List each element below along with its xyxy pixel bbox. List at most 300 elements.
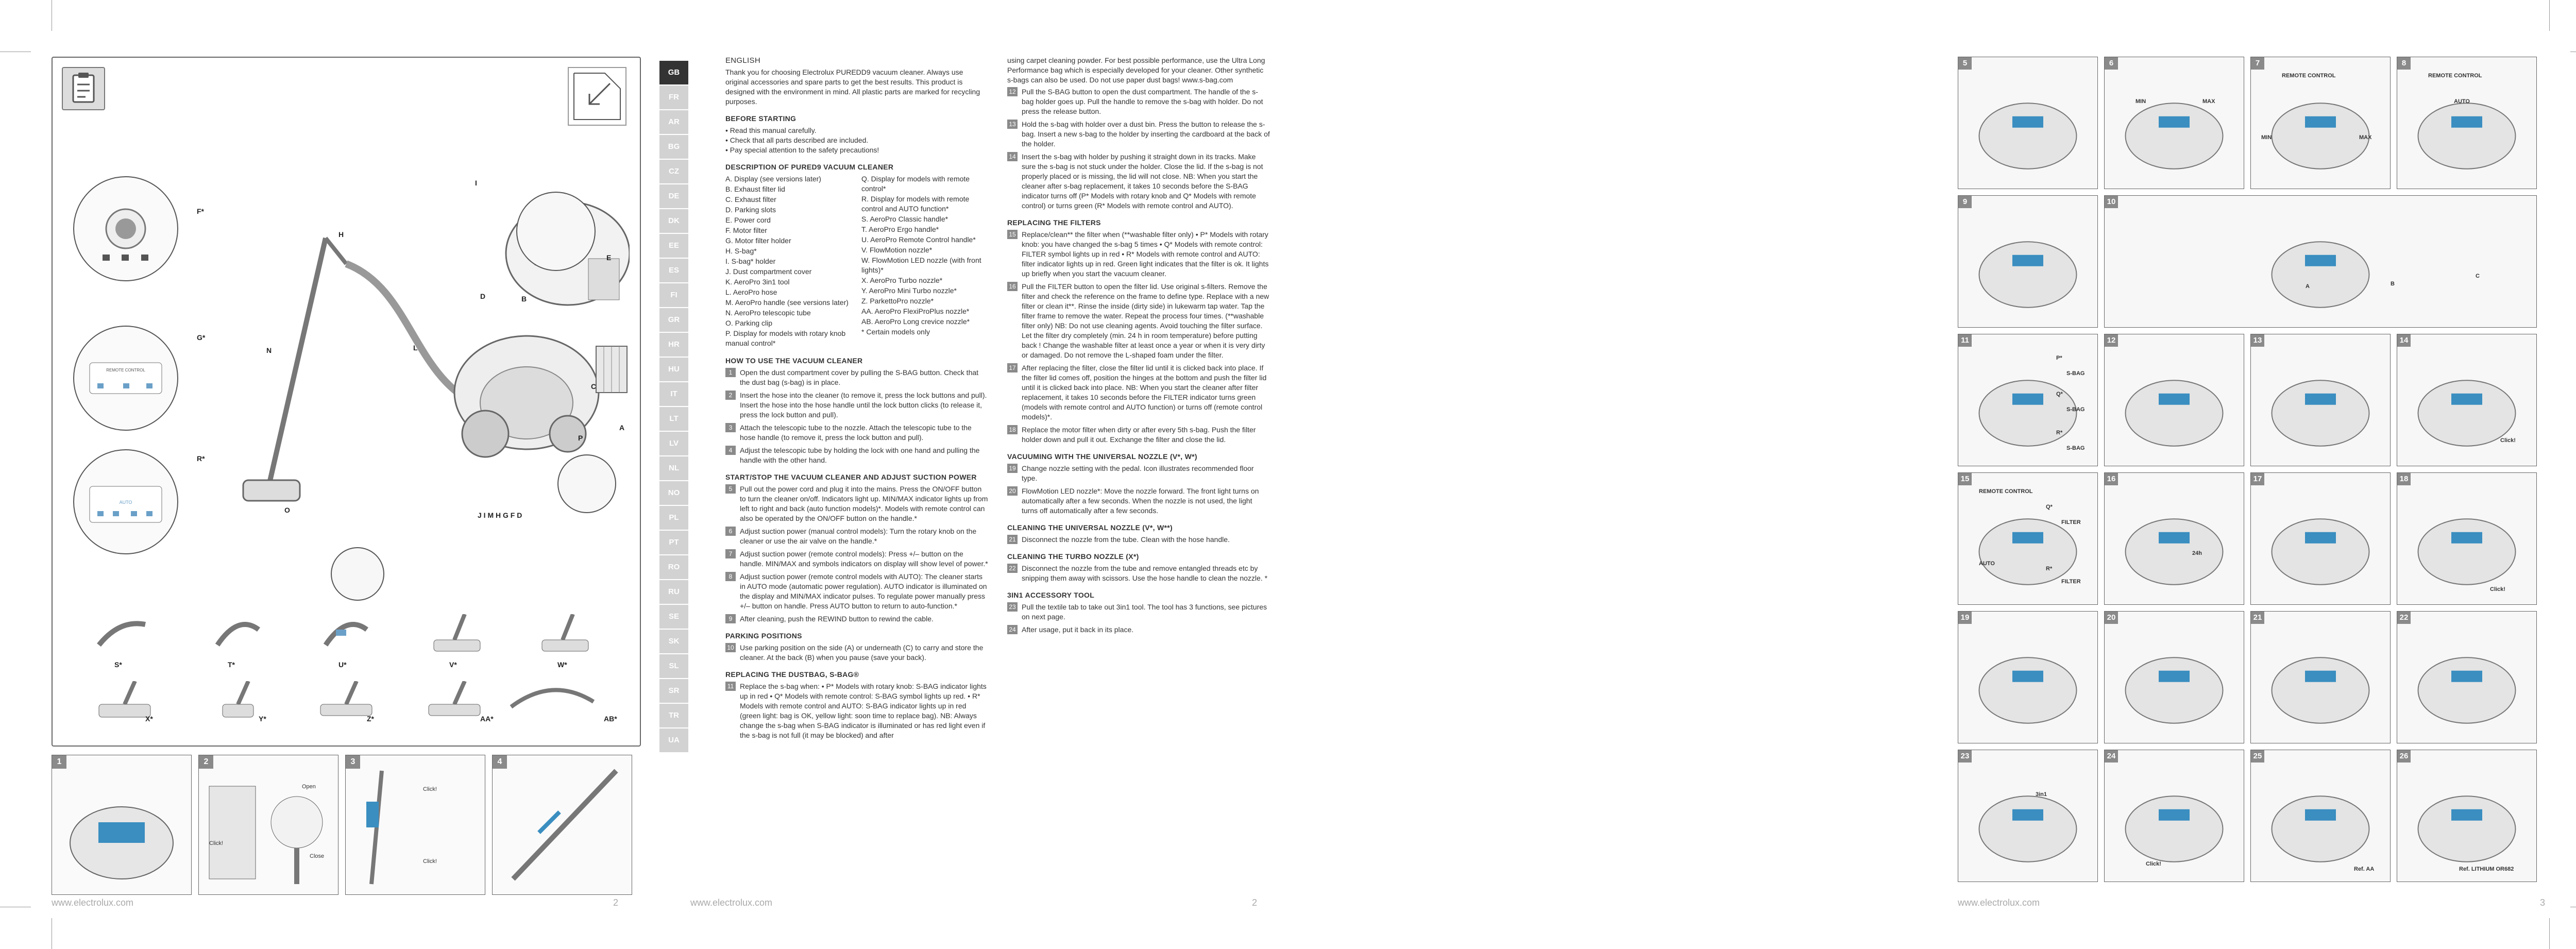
illustration-label: Q* <box>2046 504 2053 510</box>
label-H: H <box>338 230 344 239</box>
instruction-step <box>725 549 988 569</box>
nozzle-u <box>315 614 377 655</box>
part-item: AB. AeroPro Long crevice nozzle* <box>861 317 970 326</box>
step-number: 21 <box>2251 612 2264 624</box>
zoom-nozzle-detail <box>331 547 384 601</box>
nozzle-v <box>423 614 485 655</box>
language-tab[interactable]: SR <box>659 679 688 704</box>
instruction-step <box>725 527 988 546</box>
step-illustration-21 <box>2250 611 2391 743</box>
step-text: Adjust suction power (manual control models): Turn the rotary knob on the cleaner or use the air valve on the handle.* <box>740 527 977 545</box>
description-heading: DESCRIPTION OF PURED9 VACUUM CLEANER <box>725 163 894 171</box>
nozzle-aa <box>423 681 485 722</box>
label-F: F* <box>197 207 204 215</box>
instruction-step <box>1007 363 1270 422</box>
label-bottom-parts: J I M H G F D <box>478 511 522 519</box>
illustration-label: S-BAG <box>2066 370 2085 377</box>
step-illustration-14 <box>2397 334 2537 466</box>
zoom-3in1-detail <box>516 192 596 271</box>
step-text: Insert the s-bag with holder by pushing it straight down in its tracks. Make sure the s-bag is not stuck under the holder. Close the lid. If the s-bag is not properly placed or is missing, the lid will not close. NB: When you start the cleaner after s-bag replacement, it takes 10 seconds before the S-BAG indicator turns off (P* Models with rotary knob and Q* Models with remote control) or turns green (R* Models with remote control and AUTO). <box>1022 152 1263 210</box>
step-drawing <box>2105 196 2536 327</box>
step-text: Insert the hose into the cleaner (to remove it, press the lock buttons and pull). Insert the hose into the hose handle until the lock button clicks (to release it, press the lock button and pull). <box>740 391 987 419</box>
start-stop-steps <box>725 484 988 624</box>
auto-text: AUTO <box>119 500 132 505</box>
part-item: J. Dust compartment cover <box>725 267 812 276</box>
language-tab[interactable]: AR <box>659 110 688 135</box>
language-tab[interactable]: SL <box>659 654 688 679</box>
close-text: Close <box>310 853 325 859</box>
step-text: Replace the s-bag when: • P* Models with rotary knob: S-BAG indicator lights up in red • Q* Models with remote control: S-BAG symbol lights up red. • R* Models with remote control and AUTO: S-BAG indicator lights up in red (green light: bag is OK, yellow light: soon time to replace bag). NB: Always change the s-bag when S-BAG indicator is illuminated or has red light even if the s-bag is not full (it may be blocked) and after <box>740 682 987 739</box>
before-item: • Check that all parts described are included. <box>725 136 869 144</box>
instruction-step <box>725 446 988 465</box>
label-I: I <box>475 179 477 187</box>
step-text: Change nozzle setting with the pedal. Icon illustrates recommended floor type. <box>1022 464 1254 482</box>
step-illustration-15 <box>1958 472 2098 605</box>
illustration-label: Q* <box>2056 391 2063 397</box>
manual-icon <box>62 67 105 110</box>
step-text: After usage, put it back in its place. <box>1022 625 1134 634</box>
illustration-label: MIN <box>2136 98 2146 105</box>
instruction-step <box>1007 486 1270 516</box>
part-item: B. Exhaust filter lid <box>725 185 785 193</box>
step-text: Adjust the telescopic tube by holding the lock with one hand and pulling the handle with the other hand. <box>740 446 980 464</box>
click-text: Click! <box>423 786 437 792</box>
step-number: 9 <box>725 614 736 623</box>
step-illustration-12 <box>2104 334 2244 466</box>
replacing-steps <box>725 682 988 740</box>
instruction-step <box>1007 564 1270 583</box>
step-number: 6 <box>725 527 736 536</box>
display-remote-control <box>73 326 178 431</box>
step-number: 21 <box>1007 535 1018 544</box>
label-C: C <box>591 382 597 391</box>
instruction-step <box>1007 425 1270 445</box>
step-number: 10 <box>725 643 736 652</box>
step-illustration-23 <box>1958 750 2098 882</box>
step-drawing <box>2105 334 2244 466</box>
display-remote-auto <box>73 449 178 554</box>
step-illustration-19 <box>1958 611 2098 743</box>
illustration-label: REMOTE CONTROL <box>1979 488 2033 495</box>
illustration-label: Ref. LITHIUM OR682 <box>2459 866 2514 872</box>
step-illustration-13 <box>2250 334 2391 466</box>
step-illustration-17 <box>2250 472 2391 605</box>
step-number: 5 <box>725 484 736 494</box>
step-number: 1 <box>725 368 736 377</box>
nozzle-label-w: W* <box>557 660 567 669</box>
page-number: 3 <box>2540 897 2546 908</box>
illustration-label: R* <box>2046 566 2053 572</box>
instruction-step <box>725 614 988 624</box>
instruction-step <box>725 391 988 420</box>
step-illustration-8 <box>2397 57 2537 189</box>
how-to-steps <box>725 368 988 465</box>
step-number: 20 <box>1007 486 1018 496</box>
language-tab[interactable]: RU <box>659 580 688 605</box>
instruction-step <box>725 484 988 523</box>
page-number: 2 <box>613 897 619 908</box>
step-drawing <box>1958 612 2097 743</box>
step-number: 11 <box>725 682 736 691</box>
step-number: 14 <box>1007 152 1018 161</box>
step-drawing <box>2105 750 2244 882</box>
step-drawing <box>2251 473 2390 604</box>
instruction-step <box>725 423 988 443</box>
step-number: 6 <box>2105 57 2118 70</box>
step-text: Adjust suction power (remote control models with AUTO): The cleaner starts in AUTO mode (automatic power regulation). AUTO indicator is illuminated on the display and MIN/MAX indicator pulses. To regulate power manually press +/– button on handle. Press AUTO button to return to auto-function.* <box>740 572 987 610</box>
step-text: Replace/clean** the filter when (**washable filter only) • P* Models with rotary knob: you have changed the s-bag 5 times • Q* Models with remote control: FILTER symbol lights up in red • R* Models with remote control and AUTO: filter indicator lights up in red. Green light indicates that the filter is ok. It lights up briefly when you start the vacuum cleaner. <box>1022 230 1269 278</box>
instruction-step <box>1007 87 1270 116</box>
parts-list-right <box>861 174 988 349</box>
page-number: 2 <box>1252 897 1258 908</box>
zoom-display-detail <box>557 454 616 513</box>
illustration-label: 24h <box>2192 550 2202 556</box>
language-tab[interactable]: DK <box>659 209 688 234</box>
illustration-label: AUTO <box>2454 98 2470 105</box>
turbo-heading: CLEANING THE TURBO NOZZLE (X*) <box>1007 552 1139 561</box>
step-text: After replacing the filter, close the filter lid until it is clicked back into place. If the filter lid comes off, position the hinges at the bottom and push the filter lid until it is clicked back into place. NB: When you start the cleaner after filter replacement, it takes 10 seconds before the FILTER indicator turns green (models with remote control and AUTO function) or turns off (remote control models)*. <box>1022 364 1267 421</box>
nozzle-label-v: V* <box>449 660 457 669</box>
nozzle-w <box>532 614 594 655</box>
step-text: Disconnect the nozzle from the tube. Clean with the hose handle. <box>1022 535 1230 544</box>
text-column-2 <box>1007 56 1270 638</box>
part-item: * Certain models only <box>861 328 930 336</box>
part-item: K. AeroPro 3in1 tool <box>725 278 790 286</box>
step-number: 13 <box>2251 334 2264 347</box>
part-item: E. Power cord <box>725 216 771 224</box>
instruction-step <box>1007 464 1270 483</box>
page-3-illustrations <box>1958 52 2550 907</box>
click-text: Click! <box>423 858 437 865</box>
step-drawing <box>2251 612 2390 743</box>
parts-list <box>725 174 988 349</box>
parking-heading: PARKING POSITIONS <box>725 632 802 640</box>
illustration-label: AUTO <box>1979 561 1995 567</box>
display-rotary-knob <box>73 176 178 281</box>
illustration-label: FILTER <box>2061 579 2081 585</box>
part-item: T. AeroPro Ergo handle* <box>861 225 939 233</box>
language-title: ENGLISH <box>725 56 760 65</box>
language-tab[interactable]: NO <box>659 481 688 506</box>
step-illustration-10 <box>2104 195 2537 328</box>
step-drawing <box>1958 57 2097 189</box>
page-2-text <box>659 52 1288 907</box>
instruction-step <box>725 643 988 663</box>
step-number: 25 <box>2251 750 2264 762</box>
part-item: X. AeroPro Turbo nozzle* <box>861 276 943 284</box>
step-number: 7 <box>2251 57 2264 70</box>
step-drawing <box>2105 473 2244 604</box>
illustration-label: Click! <box>2146 861 2161 867</box>
step-number: 5 <box>1958 57 1972 70</box>
step-number: 7 <box>725 549 736 558</box>
language-tab[interactable]: SE <box>659 605 688 630</box>
step-number: 12 <box>2105 334 2118 347</box>
step-number: 4 <box>493 755 507 769</box>
intro-text: Thank you for choosing Electrolux PUREDD9 vacuum cleaner. Always use original accessories and spare parts to get the best results. This product is designed with the environment in mind. All plastic parts are marked for recycling purposes. <box>725 68 980 106</box>
step-text: Hold the s-bag with holder over a dust bin. Press the button to release the s-bag. Insert a new s-bag to the holder by inserting the cardboard at the back of the holder. <box>1022 120 1270 148</box>
step-number: 19 <box>1007 464 1018 473</box>
step-illustration-25 <box>2250 750 2391 882</box>
step-number: 13 <box>1007 120 1018 129</box>
universal-heading: VACUUMING WITH THE UNIVERSAL NOZZLE (V*, W*) <box>1007 452 1197 461</box>
turbo-steps <box>1007 564 1270 583</box>
part-item: W. FlowMotion LED nozzle (with front lights)* <box>861 256 981 274</box>
step-illustration-18 <box>2397 472 2537 605</box>
step-number: 18 <box>1007 425 1018 434</box>
parking-steps <box>725 643 988 663</box>
language-tab[interactable]: FR <box>659 86 688 110</box>
step-number: 12 <box>1007 87 1018 96</box>
universal-steps <box>1007 464 1270 516</box>
language-sidebar <box>659 61 688 753</box>
illustration-label: S-BAG <box>2066 406 2085 413</box>
parts-list-left <box>725 174 852 349</box>
step-text: Attach the telescopic tube to the nozzle. Attach the telescopic tube to the hose handle (to remove it, press the lock button and pull). <box>740 423 972 442</box>
step-number: 19 <box>1958 612 1972 624</box>
part-item: R. Display for models with remote control and AUTO function* <box>861 195 970 213</box>
illustration-label: REMOTE CONTROL <box>2428 73 2482 79</box>
label-P: P <box>578 434 583 442</box>
step-number: 18 <box>2397 473 2411 485</box>
step-number: 24 <box>1007 625 1018 634</box>
illustration-label: C <box>2476 273 2480 279</box>
step-number: 11 <box>1958 334 1972 347</box>
before-heading: BEFORE STARTING <box>725 114 796 123</box>
nozzle-label-x: X* <box>145 715 153 723</box>
step-number: 15 <box>1958 473 1972 485</box>
part-item: V. FlowMotion nozzle* <box>861 246 933 254</box>
language-tab[interactable]: SK <box>659 630 688 654</box>
step-number: 10 <box>2105 196 2118 208</box>
language-tab[interactable]: LV <box>659 432 688 456</box>
overview-frame <box>52 57 641 747</box>
step-text: Pull the S-BAG button to open the dust compartment. The handle of the s-bag holder goes up. Pull the handle to remove the s-bag with holder. Do not press the release button. <box>1022 88 1263 115</box>
part-item: G. Motor filter holder <box>725 236 791 245</box>
step-illustration-16 <box>2104 472 2244 605</box>
step-number: 20 <box>2105 612 2118 624</box>
step-illustration-26 <box>2397 750 2537 882</box>
illustration-label: A <box>2306 283 2310 290</box>
step-number: 3 <box>346 755 360 769</box>
label-E: E <box>606 253 612 262</box>
illustration-label: MIN <box>2261 134 2272 141</box>
part-item: AA. AeroPro FlexiProPlus nozzle* <box>861 307 970 315</box>
step-text: Open the dust compartment cover by pulling the S-BAG button. Check that the dust bag (s-bag) is in place. <box>740 368 979 386</box>
illustration-label: S-BAG <box>2066 445 2085 451</box>
footer-url: www.electrolux.com <box>690 897 773 908</box>
language-tab[interactable]: DE <box>659 184 688 209</box>
step-text: Disconnect the nozzle from the tube and remove entangled threads etc by snipping them away with scissors. Use the hose handle to clean the nozzle. * <box>1022 564 1268 582</box>
step-text: Pull out the power cord and plug it into the mains. Press the ON/OFF button to turn the cleaner on/off. Indicators light up. MIN/MAX indicator lights up from left to right and back (auto function models)*. Models with remote control can also be operated by the ON/OFF button on the handle.* <box>740 485 988 522</box>
nozzle-label-t: T* <box>228 660 235 669</box>
language-tab[interactable]: FI <box>659 283 688 308</box>
step-number: 26 <box>2397 750 2411 762</box>
step-illustration-11 <box>1958 334 2098 466</box>
illustration-label: 3in1 <box>2036 791 2047 798</box>
illustration-label: MAX <box>2202 98 2215 105</box>
step-box-4 <box>492 755 632 895</box>
step-drawing <box>2397 334 2536 466</box>
step-number: 4 <box>725 446 736 455</box>
accessory-heading: 3IN1 ACCESSORY TOOL <box>1007 591 1095 599</box>
language-tab[interactable]: HU <box>659 358 688 382</box>
part-item: L. AeroPro hose <box>725 288 777 296</box>
part-item: S. AeroPro Classic handle* <box>861 215 948 223</box>
instruction-step <box>725 682 988 740</box>
language-tab[interactable]: NL <box>659 456 688 481</box>
illustration-label: Click! <box>2490 586 2505 592</box>
continued-text: using carpet cleaning powder. For best possible performance, use the Ultra Long Performance bag which is especially developed for your cleaner. Other synthetic s-bags can also be used. Do not use paper dust bags! www.s-bag.com <box>1007 56 1265 84</box>
page-1-illustrations <box>52 52 639 907</box>
language-tab[interactable]: GB <box>659 61 688 86</box>
step-drawing <box>1958 196 2097 327</box>
step-illustration-22 <box>2397 611 2537 743</box>
step-drawing <box>2105 612 2244 743</box>
instruction-step <box>725 368 988 387</box>
step-box-1 <box>52 755 192 895</box>
step-number: 3 <box>725 423 736 432</box>
part-item: C. Exhaust filter <box>725 195 776 204</box>
step-number: 22 <box>2397 612 2411 624</box>
nozzle-label-s: S* <box>114 660 122 669</box>
label-R: R* <box>197 454 205 463</box>
label-L: L <box>413 344 418 352</box>
label-G: G* <box>197 333 206 342</box>
step-text: Use parking position on the side (A) or underneath (C) to carry and store the cleaner. At the back (B) when you pause (save your back). <box>740 643 984 662</box>
step-drawing <box>2397 473 2536 604</box>
footer-url: www.electrolux.com <box>52 897 134 908</box>
step-illustration-7 <box>2250 57 2391 189</box>
step-number: 17 <box>1007 363 1018 372</box>
click-text: Click! <box>209 840 223 846</box>
nozzle-label-u: U* <box>338 660 347 669</box>
step-drawing <box>2251 750 2390 882</box>
before-item: • Read this manual carefully. <box>725 126 817 134</box>
label-N: N <box>266 346 272 354</box>
language-tab[interactable]: TR <box>659 704 688 728</box>
illustration-label: FILTER <box>2061 519 2081 526</box>
step-drawing <box>1958 750 2097 882</box>
step-number: 8 <box>2397 57 2411 70</box>
language-tab[interactable]: GR <box>659 308 688 333</box>
illustration-label: Ref. AA <box>2354 866 2375 872</box>
language-tab[interactable]: PT <box>659 531 688 555</box>
nozzle-label-y: Y* <box>259 715 266 723</box>
before-item: • Pay special attention to the safety precautions! <box>725 146 879 154</box>
nozzle-s <box>94 614 156 655</box>
part-item: I. S-bag* holder <box>725 257 776 265</box>
open-text: Open <box>302 784 316 790</box>
label-B: B <box>521 295 527 303</box>
part-item: H. S-bag* <box>725 247 757 255</box>
language-tab[interactable]: BG <box>659 135 688 160</box>
step-text: Replace the motor filter when dirty or after every 5th s-bag. Push the filter holder down and pull it out. Exchange the filter and close the lid. <box>1022 426 1256 444</box>
part-item: M. AeroPro handle (see versions later) <box>725 298 849 307</box>
text-column-1 <box>725 56 988 743</box>
start-stop-heading: START/STOP THE VACUUM CLEANER AND ADJUST SUCTION POWER <box>725 473 977 481</box>
step-number: 1 <box>52 755 66 769</box>
step-box-2 <box>198 755 338 895</box>
language-tab[interactable]: UA <box>659 728 688 753</box>
remote-control-text: REMOTE CONTROL <box>106 368 145 372</box>
step-text: Pull the FILTER button to open the filter lid. Use original s-filters. Remove the filter and check the reference on the frame to define type. Replace with a new filter or clean it**. Rinse the inside (dirty side) in lukewarm tap water. Tap the filter frame to remove the water. Repeat the process four times. (**washable filter only) NB: Do not use cleaning agents. Avoid touching the filter surface. Let the filter dry completely (min. 24 h in room temperature) before putting back ! Change the washable filter at least once a year or when it is very dirty or damaged. Do not remove the L-shaped foam under the filter. <box>1022 282 1269 359</box>
nozzle-ab <box>506 681 599 722</box>
nozzle-label-ab: AB* <box>604 715 617 723</box>
language-tab[interactable]: HR <box>659 333 688 358</box>
part-item: O. Parking clip <box>725 319 773 327</box>
step-illustration-24 <box>2104 750 2244 882</box>
part-item: Y. AeroPro Mini Turbo nozzle* <box>861 286 957 295</box>
nozzle-label-aa: AA* <box>480 715 494 723</box>
illustration-label: Click! <box>2500 437 2516 444</box>
label-D: D <box>480 292 486 300</box>
step-illustration-5 <box>1958 57 2098 189</box>
step-number: 23 <box>1007 602 1018 612</box>
replacing-heading: REPLACING THE DUSTBAG, S-BAG® <box>725 670 859 679</box>
step-text: After cleaning, push the REWIND button to rewind the cable. <box>740 615 934 623</box>
instruction-step <box>1007 602 1270 622</box>
clean-universal-heading: CLEANING THE UNIVERSAL NOZZLE (V*, W**) <box>1007 523 1173 532</box>
label-A: A <box>619 423 625 432</box>
instruction-step <box>1007 230 1270 279</box>
illustration-label: MAX <box>2359 134 2372 141</box>
step-number: 14 <box>2397 334 2411 347</box>
step-drawing <box>2397 750 2536 882</box>
part-item: P. Display for models with rotary knob manual control* <box>725 329 846 347</box>
step-number: 2 <box>199 755 213 769</box>
step-number: 17 <box>2251 473 2264 485</box>
step-illustration-9 <box>1958 195 2098 328</box>
part-item: F. Motor filter <box>725 226 767 234</box>
language-tab[interactable]: RO <box>659 555 688 580</box>
language-tab[interactable]: EE <box>659 234 688 259</box>
language-tab[interactable]: LT <box>659 407 688 432</box>
fold-page-icon <box>568 67 626 126</box>
footer-url: www.electrolux.com <box>1958 897 2040 908</box>
part-item: Z. ParkettoPro nozzle* <box>861 297 934 305</box>
step-drawing <box>2397 612 2536 743</box>
instruction-step <box>725 572 988 611</box>
step-number: 24 <box>2105 750 2118 762</box>
illustration-label: REMOTE CONTROL <box>2282 73 2336 79</box>
illustration-label: B <box>2391 281 2395 287</box>
language-tab[interactable]: PL <box>659 506 688 531</box>
language-tab[interactable]: ES <box>659 259 688 283</box>
step-number: 9 <box>1958 196 1972 208</box>
step-drawing <box>2105 57 2244 189</box>
step-text: Pull the textile tab to take out 3in1 tool. The tool has 3 functions, see pictures on next page. <box>1022 603 1267 621</box>
filters-heading: REPLACING THE FILTERS <box>1007 218 1101 227</box>
step-number: 8 <box>725 572 736 581</box>
nozzle-t <box>207 614 269 655</box>
step-illustration-6 <box>2104 57 2244 189</box>
step-number: 2 <box>725 391 736 400</box>
step-illustration-20 <box>2104 611 2244 743</box>
instruction-step <box>1007 120 1270 149</box>
step-number: 15 <box>1007 230 1018 239</box>
filters-steps <box>1007 230 1270 445</box>
step-box-3 <box>345 755 485 895</box>
language-tab[interactable]: IT <box>659 382 688 407</box>
part-item: Q. Display for models with remote control* <box>861 175 970 193</box>
instruction-step <box>1007 152 1270 211</box>
language-tab[interactable]: CZ <box>659 160 688 184</box>
sbag-steps <box>1007 87 1270 211</box>
part-item: N. AeroPro telescopic tube <box>725 309 811 317</box>
step-text: FlowMotion LED nozzle*: Move the nozzle forward. The front light turns on automatically after a few seconds. When the nozzle is not used, the light turns off automatically after a few seconds. <box>1022 487 1259 515</box>
part-item: D. Parking slots <box>725 206 776 214</box>
